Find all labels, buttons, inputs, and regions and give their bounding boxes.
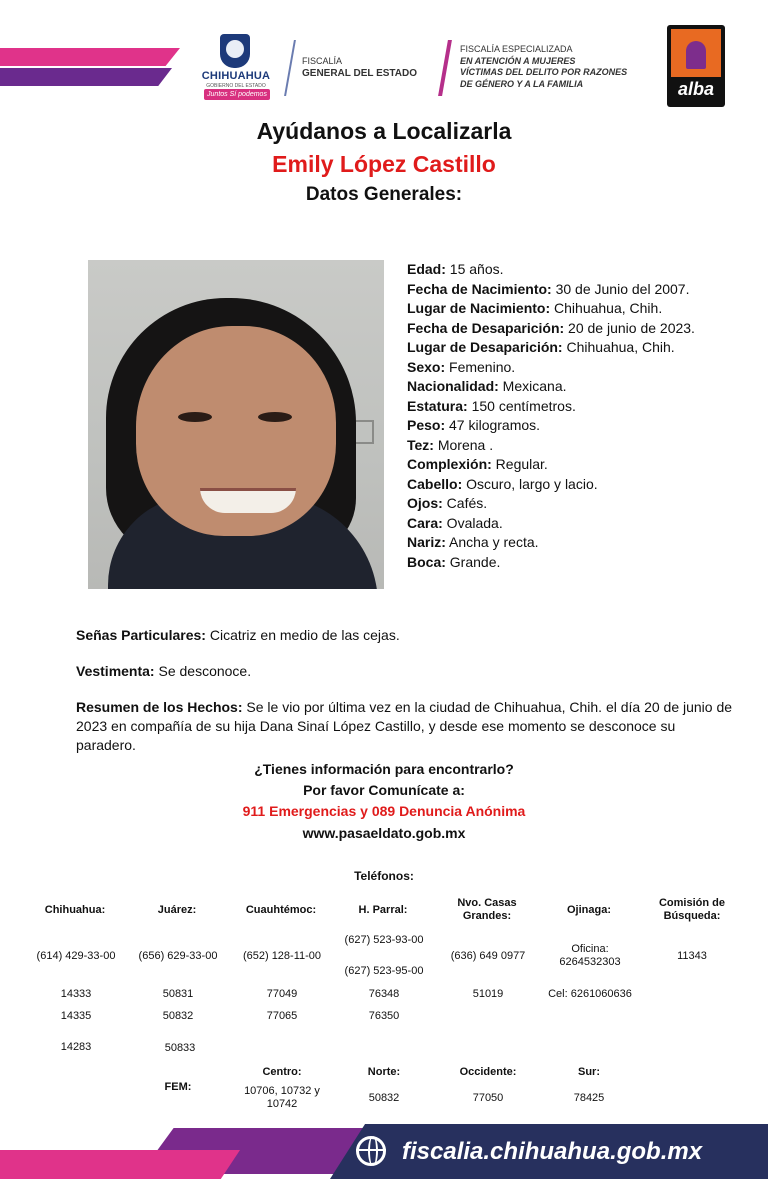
detail-row <box>407 319 727 339</box>
detail-value: Femenino. <box>445 358 516 375</box>
detail-row <box>407 358 727 378</box>
detail-label: Tez: <box>407 436 434 453</box>
detail-label: Cara: <box>407 514 443 531</box>
fem-header: Centro: <box>262 1066 302 1078</box>
header-divider-2 <box>438 40 452 96</box>
photo-eye <box>178 412 212 422</box>
phone-number: (636) 649 0977 <box>450 950 526 962</box>
senas-value: Cicatriz en medio de las cejas. <box>205 627 400 643</box>
header-divider <box>284 40 296 96</box>
person-name: Emily López Castillo <box>272 151 496 177</box>
fem-line1: FISCALÍA ESPECIALIZADA <box>460 44 573 54</box>
alba-emblem-icon <box>671 29 721 77</box>
detail-label: Sexo: <box>407 358 446 375</box>
extension: 77049 <box>266 988 298 1000</box>
detail-value: 30 de Junio del 2007. <box>551 280 690 297</box>
detail-row <box>407 377 727 397</box>
fem-header: Norte: <box>367 1066 401 1078</box>
fem-line3: VÍCTIMAS DEL DELITO POR RAZONES <box>460 67 628 77</box>
resumen-hechos <box>76 698 736 755</box>
detail-row <box>407 280 727 300</box>
detail-row <box>407 416 727 436</box>
phones-header: H. Parral: <box>358 904 408 916</box>
fem-header: Occidente: <box>459 1066 517 1078</box>
detail-value: Morena . <box>433 436 494 453</box>
detail-value: 47 kilogramos. <box>445 417 541 433</box>
phones-header: Chihuahua: <box>44 904 106 916</box>
phone-number: (652) 128-11-00 <box>242 950 322 962</box>
extension: 50831 <box>162 988 194 1000</box>
cta-emergency: 911 Emergencias y 089 Denuncia Anónima <box>242 803 526 819</box>
senas-particulares <box>76 626 736 645</box>
person-photo <box>88 260 384 589</box>
page-title: Ayúdanos a Localizarla <box>256 118 512 144</box>
detail-row <box>407 514 727 534</box>
detail-row <box>407 436 727 456</box>
phone-number: (627) 523-95-00 <box>344 965 424 977</box>
detail-value: Cafés. <box>442 495 488 511</box>
detail-value: Grande. <box>445 553 501 570</box>
cta-website-link[interactable]: www.pasaeldato.gob.mx <box>302 825 466 841</box>
header-stripe-pink <box>0 48 180 66</box>
fem-value: 78425 <box>573 1092 605 1104</box>
fem-value: 50832 <box>368 1092 400 1104</box>
detail-row <box>407 260 727 280</box>
phone-number: 11343 <box>677 950 707 962</box>
detail-value: 15 años. <box>445 261 504 277</box>
section-title: Datos Generales: <box>305 184 463 205</box>
vestimenta-label: Vestimenta: <box>76 663 155 679</box>
extension: 76348 <box>368 988 400 1000</box>
detail-label: Estatura: <box>407 397 468 414</box>
detail-row <box>407 338 727 358</box>
fem-line2: EN ATENCIÓN A MUJERES <box>460 55 576 66</box>
fge-label <box>302 55 417 80</box>
extension: 14283 <box>60 1041 92 1053</box>
detail-value: Oscuro, largo y lacio. <box>462 475 598 492</box>
phone-number: (614) 429-33-00 <box>36 950 116 962</box>
detail-row <box>407 533 727 553</box>
phone-number: (627) 523-93-00 <box>344 934 424 946</box>
fem-label: FEM: <box>164 1081 192 1093</box>
detail-row <box>407 553 727 573</box>
fge-line2: GENERAL DEL ESTADO <box>302 68 418 79</box>
phones-header: Comisión de Búsqueda: <box>658 897 725 922</box>
resumen-label: Resumen de los Hechos: <box>76 699 243 715</box>
alba-text: alba <box>677 79 715 99</box>
detail-label: Fecha de Desaparición: <box>407 319 565 336</box>
phones-header: Cuauhtémoc: <box>245 904 317 916</box>
shield-icon <box>220 34 250 68</box>
detail-row <box>407 455 727 475</box>
phones-header: Nvo. Casas Grandes: <box>457 897 517 922</box>
detail-label: Cabello: <box>407 475 463 492</box>
detail-row <box>407 397 727 417</box>
detail-value: 20 de junio de 2023. <box>564 319 695 336</box>
senas-label: Señas Particulares: <box>76 627 206 643</box>
detail-row <box>407 475 727 495</box>
photo-mouth <box>200 488 296 513</box>
detail-value: Regular. <box>491 456 548 472</box>
extension: 51019 <box>472 988 504 1000</box>
detail-label: Ojos: <box>407 495 443 511</box>
extension: 50833 <box>164 1042 196 1054</box>
detail-value: 150 centímetros. <box>467 397 576 414</box>
photo-eye <box>258 412 292 422</box>
phones-header: Juárez: <box>157 904 197 916</box>
phone-number: Oficina: 6264532303 <box>559 943 621 968</box>
slogan: Juntos Sí podemos <box>204 89 270 100</box>
alba-logo <box>667 25 725 107</box>
detail-value: Ovalada. <box>442 514 503 531</box>
detail-label: Peso: <box>407 417 446 433</box>
header-stripe-purple <box>0 68 172 86</box>
details-list <box>407 260 727 572</box>
detail-value: Chihuahua, Chih. <box>562 339 675 355</box>
phone-number: (656) 629-33-00 <box>138 950 218 962</box>
detail-label: Complexión: <box>407 456 492 472</box>
globe-icon <box>356 1136 386 1166</box>
chihuahua-logo <box>198 34 274 102</box>
extension: 14333 <box>60 988 92 1000</box>
cta-contact: Por favor Comunícate a: <box>303 782 465 798</box>
fem-value: 77050 <box>472 1092 504 1104</box>
detail-label: Fecha de Nacimiento: <box>407 280 552 297</box>
state-sub: GOBIERNO DEL ESTADO <box>206 83 266 89</box>
detail-row <box>407 299 727 319</box>
cta-question: ¿Tienes información para encontrarlo? <box>254 761 514 777</box>
detail-label: Nacionalidad: <box>407 378 499 394</box>
extension: 14335 <box>60 1010 92 1022</box>
detail-value: Chihuahua, Chih. <box>550 300 663 316</box>
fge-line1: FISCALÍA <box>302 56 343 66</box>
detail-value: Ancha y recta. <box>445 534 539 550</box>
phones-header: Ojinaga: <box>566 904 611 916</box>
state-name: CHIHUAHUA <box>201 70 271 82</box>
fem-line4: DE GÉNERO Y A LA FAMILIA <box>460 78 584 89</box>
fem-label <box>460 44 627 90</box>
footer-stripe-pink <box>0 1150 240 1179</box>
extension: Cel: 6261060636 <box>548 988 632 1000</box>
detail-label: Lugar de Nacimiento: <box>407 300 551 316</box>
footer-website-link[interactable]: fiscalia.chihuahua.gob.mx <box>402 1138 703 1165</box>
detail-label: Boca: <box>407 553 446 570</box>
extension: 76350 <box>368 1010 400 1022</box>
detail-row <box>407 494 727 514</box>
vestimenta <box>76 662 736 681</box>
resumen-value: Se le vio por última vez en la ciudad de Chihuahua, Chih. el día 20 de junio de 2023 en compañía de su hija Dana Sinaí López Castillo, y desde ese momento se desconoce su paradero. <box>76 699 733 753</box>
fem-value: 10706, 10732 y 10742 <box>244 1085 320 1110</box>
detail-value: Mexicana. <box>498 378 567 394</box>
phones-title: Teléfonos: <box>354 869 414 883</box>
detail-label: Nariz: <box>407 534 446 550</box>
extension: 77065 <box>266 1010 298 1022</box>
fem-header: Sur: <box>578 1066 600 1078</box>
vestimenta-value: Se desconoce. <box>154 663 252 679</box>
detail-label: Lugar de Desaparición: <box>407 339 563 355</box>
extension: 50832 <box>162 1010 194 1022</box>
detail-label: Edad: <box>407 261 446 277</box>
